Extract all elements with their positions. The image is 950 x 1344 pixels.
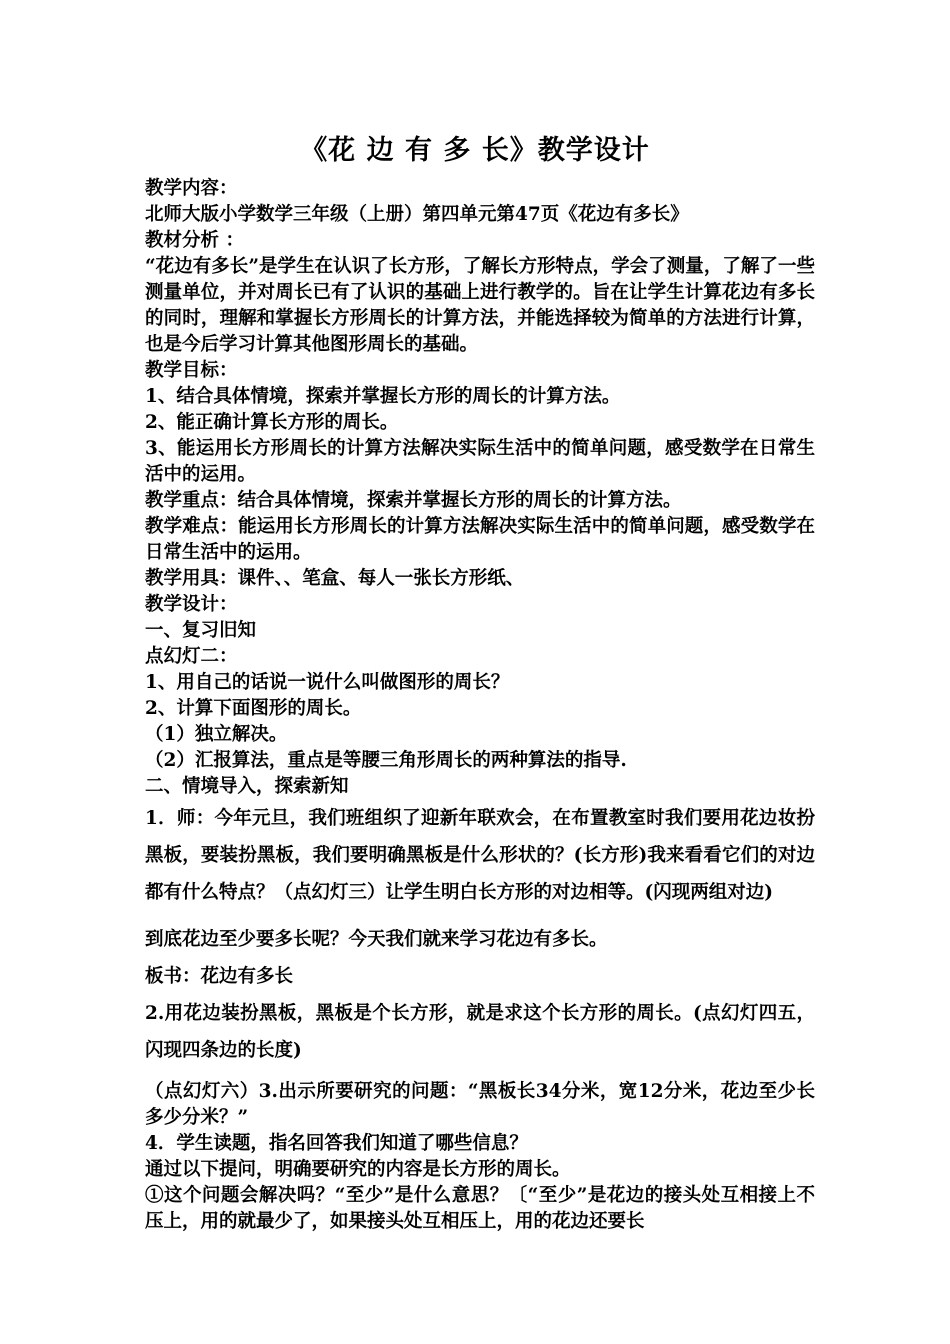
lesson-paragraph: 到底花边至少要多长呢？今天我们就来学习花边有多长。 [145,929,608,950]
lesson-paragraph: ①这个问题会解决吗？“至少”是什么意思？〔“至少”是花边的接头处互相接上不压上，用的就最少了，如果接头处互相压上，用的花边还要长 [145,1185,815,1232]
section-heading: 一、复习旧知 [145,620,257,641]
teaching-goal-item: 2、能正确计算长方形的周长。 [145,412,399,433]
document-title: 《花 边 有 多 长》教学设计 [300,135,650,166]
review-item: 2、计算下面图形的周长。 [145,698,362,719]
teaching-key-point: 教学重点：结合具体情境，探索并掌握长方形的周长的计算方法。 [145,490,682,511]
lesson-paragraph: 1．师：今年元旦，我们班组织了迎新年联欢会，在布置教室时我们要用花边妆扮黑板，要装扮黑板，我们要明确黑板是什么形状的？(长方形)我来看看它们的对边都有什么特点？（点幻灯三）让学生明白长方形的对边相等。(闪现两组对边) [145,808,815,903]
review-item: 1、用自己的话说一说什么叫做图形的周长？ [145,672,510,693]
teaching-goal-item: 3、能运用长方形周长的计算方法解决实际生活中的简单问题，感受数学在日常生活中的运用。 [145,438,815,485]
lesson-paragraph: 4．学生读题，指名回答我们知道了哪些信息？ [145,1133,528,1154]
section-heading: 二、情境导入，探索新知 [145,776,349,797]
teaching-difficulty: 教学难点：能运用长方形周长的计算方法解决实际生活中的简单问题，感受数学在日常生活中的运用。 [145,516,815,563]
teaching-goals-label: 教学目标： [145,360,238,381]
document-body [145,176,815,1235]
lesson-paragraph: 通过以下提问，明确要研究的内容是长方形的周长。 [145,1159,571,1180]
review-item: （2）汇报算法，重点是等腰三角形周长的两种算法的指导. [145,750,627,771]
teaching-content-label: 教学内容： [145,178,238,199]
teaching-content-text: 北师大版小学数学三年级（上册）第四单元第47页《花边有多长》 [145,204,689,225]
slide-note: 点幻灯二： [145,646,238,667]
lesson-paragraph: （点幻灯六）3.出示所要研究的问题：“黑板长34分米，宽12分米，花边至少长多少分米？” [145,1081,815,1128]
review-item: （1）独立解决。 [145,724,288,745]
teaching-tools: 教学用具：课件、、笔盒、每人一张长方形纸、 [145,568,525,589]
teaching-design-label: 教学设计： [145,594,238,615]
material-analysis-text: “花边有多长”是学生在认识了长方形，了解长方形特点，学会了测量，了解了一些测量单位，并对周长已有了认识的基础上进行教学的。旨在让学生计算花边有多长的同时，理解和掌握长方形周长的计算方法，并能选择较为简单的方法进行计算，也是今后学习计算其他图形周长的基础。 [145,256,815,355]
teaching-goal-item: 1、结合具体情境，探索并掌握长方形的周长的计算方法。 [145,386,621,407]
material-analysis-label: 教材分析 ： [145,230,244,251]
lesson-paragraph: 2.用花边装扮黑板，黑板是个长方形，就是求这个长方形的周长。(点幻灯四五，闪现四条边的长度) [145,1003,815,1061]
board-writing: 板书：花边有多长 [145,966,294,987]
